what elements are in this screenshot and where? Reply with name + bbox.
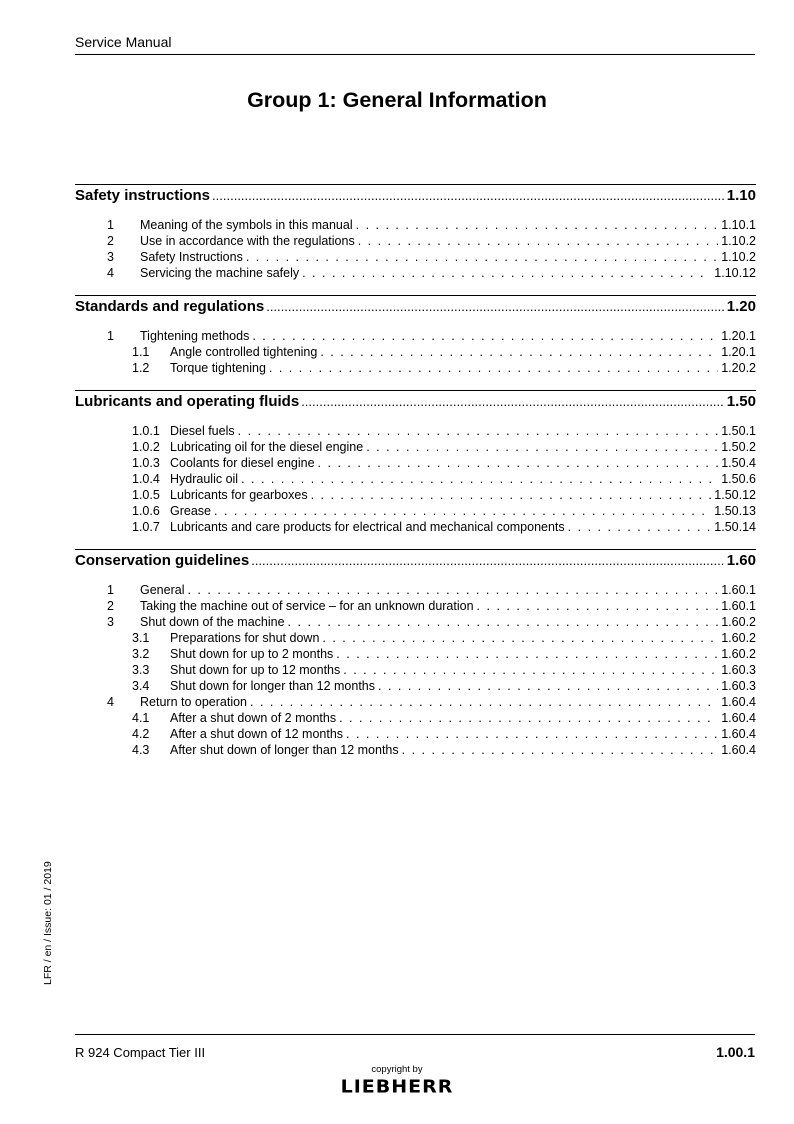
entry-label: Shut down for up to 2 months <box>170 647 334 661</box>
entry-label: Hydraulic oil <box>170 472 239 486</box>
leader-dots <box>346 726 718 742</box>
entry-page: 1.60.2 <box>721 647 756 661</box>
header-label: Service Manual <box>75 34 172 50</box>
leader-dots <box>320 344 718 360</box>
entry-number: 1 <box>107 218 114 232</box>
entry-page: 1.20.1 <box>721 329 756 343</box>
toc-entry[interactable] <box>75 694 756 710</box>
toc-entry[interactable] <box>75 742 756 758</box>
entry-label: Lubricants and care products for electrical and mechanical components <box>170 520 565 534</box>
entry-number: 2 <box>107 599 114 613</box>
entry-label: Diesel fuels <box>170 424 235 438</box>
entry-number: 4.1 <box>132 711 150 725</box>
entry-label: Shut down of the machine <box>140 615 285 629</box>
entry-number: 1.0.4 <box>132 472 160 486</box>
leader-dots <box>343 662 718 678</box>
entry-page: 1.50.2 <box>721 440 756 454</box>
entry-page: 1.60.4 <box>721 695 756 709</box>
entry-number: 1.0.5 <box>132 488 160 502</box>
leader-dots <box>358 233 719 249</box>
entry-label: Return to operation <box>140 695 248 709</box>
section-title: Lubricants and operating fluids <box>75 393 300 410</box>
toc-section <box>75 390 756 535</box>
entry-page: 1.10.12 <box>714 266 756 280</box>
leader-dots <box>241 471 718 487</box>
toc-entry[interactable] <box>75 662 756 678</box>
entry-number: 1.0.1 <box>132 424 160 438</box>
leader-dots <box>288 614 719 630</box>
page-number: 1.00.1 <box>716 1044 755 1060</box>
entry-number: 3 <box>107 615 114 629</box>
entry-page: 1.60.3 <box>721 679 756 693</box>
entry-page: 1.60.4 <box>721 711 756 725</box>
entry-page: 1.10.1 <box>721 218 756 232</box>
toc-entry[interactable] <box>75 249 756 265</box>
leader-dots <box>252 328 718 344</box>
entry-label: Grease <box>170 504 211 518</box>
toc-entry[interactable] <box>75 710 756 726</box>
entry-label: Taking the machine out of service – for an unknown duration <box>140 599 474 613</box>
page-title: Group 1: General Information <box>247 88 547 112</box>
entry-page: 1.10.2 <box>721 234 756 248</box>
entry-label: Shut down for longer than 12 months <box>170 679 375 693</box>
section-page: 1.20 <box>726 298 756 315</box>
toc-section-heading[interactable] <box>75 390 756 417</box>
entry-number: 1.0.7 <box>132 520 160 534</box>
leader-dots <box>402 742 719 758</box>
model-name: R 924 Compact Tier III <box>75 1045 206 1060</box>
toc-entry[interactable] <box>75 360 756 376</box>
leader-dots <box>246 249 718 265</box>
entry-number: 3 <box>107 250 114 264</box>
toc-entry[interactable] <box>75 423 756 439</box>
entry-label: Tightening methods <box>140 329 250 343</box>
toc-entry[interactable] <box>75 471 756 487</box>
entry-number: 1.2 <box>132 361 150 375</box>
toc-entry[interactable] <box>75 487 756 503</box>
entry-number: 4.2 <box>132 727 150 741</box>
entry-number: 4 <box>107 266 114 280</box>
entry-label: Preparations for shut down <box>170 631 320 645</box>
leader-dots <box>187 582 718 598</box>
issue-note: LFR / en / Issue: 01 / 2019 <box>42 861 54 985</box>
entry-number: 1 <box>107 329 114 343</box>
leader-dots <box>311 487 712 503</box>
toc-section-heading[interactable] <box>75 295 756 322</box>
entry-number: 4 <box>107 695 114 709</box>
entry-label: Servicing the machine safely <box>140 266 300 280</box>
toc-section-heading[interactable] <box>75 184 756 211</box>
entry-label: After a shut down of 2 months <box>170 711 337 725</box>
entry-page: 1.50.13 <box>714 504 756 518</box>
entry-number: 2 <box>107 234 114 248</box>
entry-number: 3.1 <box>132 631 150 645</box>
toc-section-heading[interactable] <box>75 549 756 576</box>
toc-entry[interactable] <box>75 503 756 519</box>
table-of-contents <box>75 184 756 772</box>
entry-label: Use in accordance with the regulations <box>140 234 355 248</box>
entry-label: After a shut down of 12 months <box>170 727 344 741</box>
section-page: 1.10 <box>726 187 756 204</box>
entry-label: After shut down of longer than 12 months <box>170 743 399 757</box>
toc-entry[interactable] <box>75 678 756 694</box>
toc-entry[interactable] <box>75 328 756 344</box>
entry-page: 1.60.4 <box>721 743 756 757</box>
entry-label: Angle controlled tightening <box>170 345 318 359</box>
entry-number: 3.2 <box>132 647 150 661</box>
section-title: Conservation guidelines <box>75 552 250 569</box>
entry-label: Shut down for up to 12 months <box>170 663 341 677</box>
toc-entry[interactable] <box>75 630 756 646</box>
leader-dots <box>366 439 718 455</box>
entry-number: 1.0.6 <box>132 504 160 518</box>
entry-label: Coolants for diesel engine <box>170 456 315 470</box>
entry-page: 1.60.3 <box>721 663 756 677</box>
entry-number: 1.1 <box>132 345 150 359</box>
leader-dots <box>301 394 725 409</box>
toc-entry[interactable] <box>75 265 756 281</box>
entry-number: 1.0.3 <box>132 456 160 470</box>
entry-number: 4.3 <box>132 743 150 757</box>
entry-page: 1.50.12 <box>714 488 756 502</box>
entry-page: 1.60.2 <box>721 631 756 645</box>
leader-dots <box>251 553 725 568</box>
leader-dots <box>356 217 719 233</box>
page-header <box>75 34 755 55</box>
leader-dots <box>269 360 718 376</box>
leader-dots <box>266 299 725 314</box>
leader-dots <box>318 455 719 471</box>
entry-number: 3.4 <box>132 679 150 693</box>
leader-dots <box>568 519 712 535</box>
leader-dots <box>212 188 725 203</box>
toc-entry[interactable] <box>75 598 756 614</box>
entry-number: 1 <box>107 583 114 597</box>
leader-dots <box>477 598 719 614</box>
liebherr-logo: LIEBHERR <box>340 1076 454 1098</box>
entry-page: 1.50.6 <box>721 472 756 486</box>
entry-number: 1.0.2 <box>132 440 160 454</box>
toc-entry[interactable] <box>75 217 756 233</box>
entry-label: Lubricants for gearboxes <box>170 488 308 502</box>
copyright-text: copyright by <box>371 1064 423 1075</box>
entry-page: 1.10.2 <box>721 250 756 264</box>
entry-page: 1.60.1 <box>721 583 756 597</box>
entry-label: Lubricating oil for the diesel engine <box>170 440 364 454</box>
entry-label: General <box>140 583 185 597</box>
section-title: Safety instructions <box>75 187 211 204</box>
leader-dots <box>339 710 718 726</box>
entry-page: 1.20.2 <box>721 361 756 375</box>
entry-page: 1.60.2 <box>721 615 756 629</box>
leader-dots <box>302 265 711 281</box>
toc-entry[interactable] <box>75 614 756 630</box>
toc-entry[interactable] <box>75 439 756 455</box>
entry-page: 1.50.4 <box>721 456 756 470</box>
entry-page: 1.60.1 <box>721 599 756 613</box>
leader-dots <box>322 630 718 646</box>
entry-page: 1.50.14 <box>714 520 756 534</box>
leader-dots <box>238 423 719 439</box>
toc-section <box>75 295 756 376</box>
leader-dots <box>378 678 718 694</box>
entry-number: 3.3 <box>132 663 150 677</box>
leader-dots <box>336 646 718 662</box>
entry-page: 1.50.1 <box>721 424 756 438</box>
toc-entry[interactable] <box>75 646 756 662</box>
entry-page: 1.60.4 <box>721 727 756 741</box>
toc-entry[interactable] <box>75 233 756 249</box>
leader-dots <box>250 694 718 710</box>
toc-section <box>75 184 756 281</box>
toc-entry[interactable] <box>75 582 756 598</box>
entry-page: 1.20.1 <box>721 345 756 359</box>
entry-label: Meaning of the symbols in this manual <box>140 218 353 232</box>
entry-label: Safety Instructions <box>140 250 243 264</box>
toc-entry[interactable] <box>75 726 756 742</box>
leader-dots <box>214 503 711 519</box>
section-page: 1.50 <box>726 393 756 410</box>
toc-entry[interactable] <box>75 455 756 471</box>
page-footer <box>75 1034 755 1059</box>
section-page: 1.60 <box>726 552 756 569</box>
entry-label: Torque tightening <box>170 361 266 375</box>
toc-entry[interactable] <box>75 519 756 535</box>
toc-section <box>75 549 756 758</box>
toc-entry[interactable] <box>75 344 756 360</box>
section-title: Standards and regulations <box>75 298 265 315</box>
